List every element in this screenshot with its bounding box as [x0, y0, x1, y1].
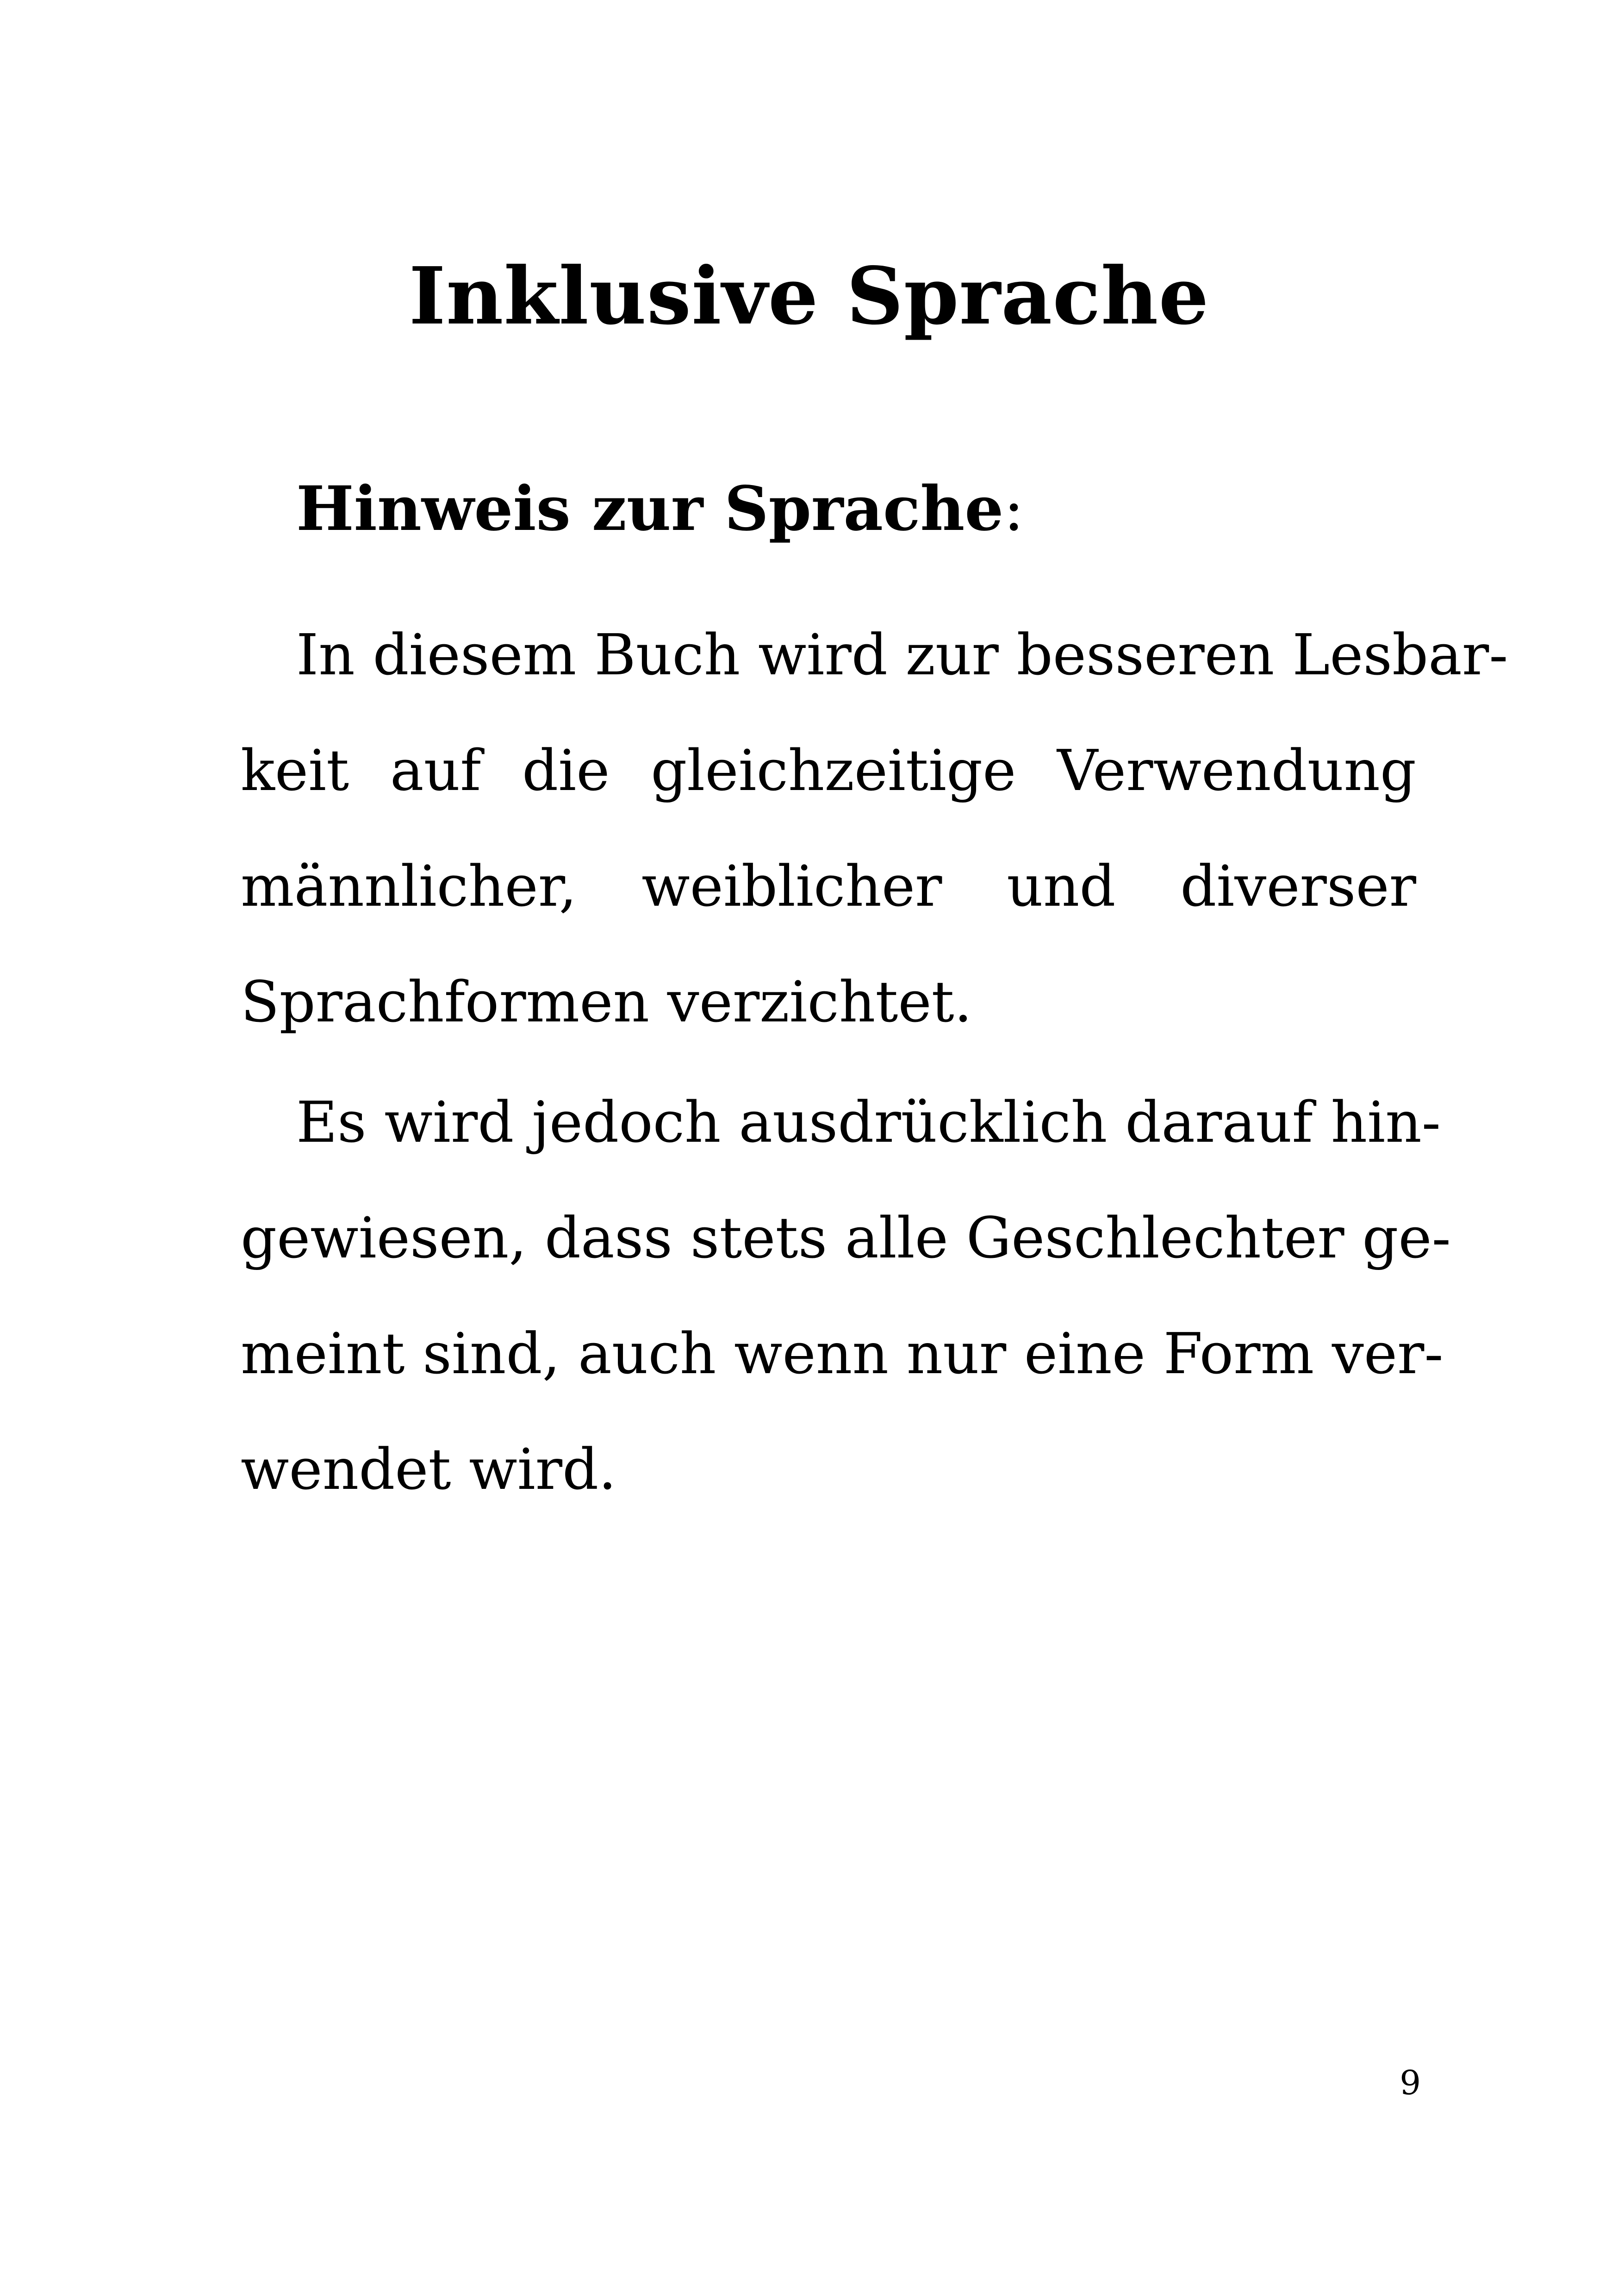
paragraph-line: In diesem Buch wird zur besseren Lesbar- [296, 622, 1508, 688]
section-heading [296, 463, 1024, 555]
paragraph-line: meint sind, auch wenn nur eine Form ver- [241, 1321, 1444, 1387]
paragraph-line: Es wird jedoch ausdrücklich darauf hin- [296, 1089, 1441, 1155]
paragraph-line: keit auf die gleichzeitige Verwendung [241, 738, 1416, 803]
chapter-title: Inklusive Sprache [409, 250, 1209, 342]
page-number: 9 [1400, 2063, 1421, 2102]
paragraph-2 [241, 1064, 1451, 1527]
paragraph-line: gewiesen, dass stets alle Geschlechter ge- [241, 1205, 1451, 1271]
section-heading-text: Hinweis zur Sprache [296, 473, 1004, 545]
paragraph-1 [241, 597, 1508, 1060]
paragraph-line: männlicher, weiblicher und diverser [241, 853, 1416, 919]
section-heading-colon: : [1003, 473, 1024, 545]
paragraph-line: Sprachformen verzichtet. [241, 969, 972, 1035]
paragraph-line: wendet wird. [241, 1437, 616, 1502]
